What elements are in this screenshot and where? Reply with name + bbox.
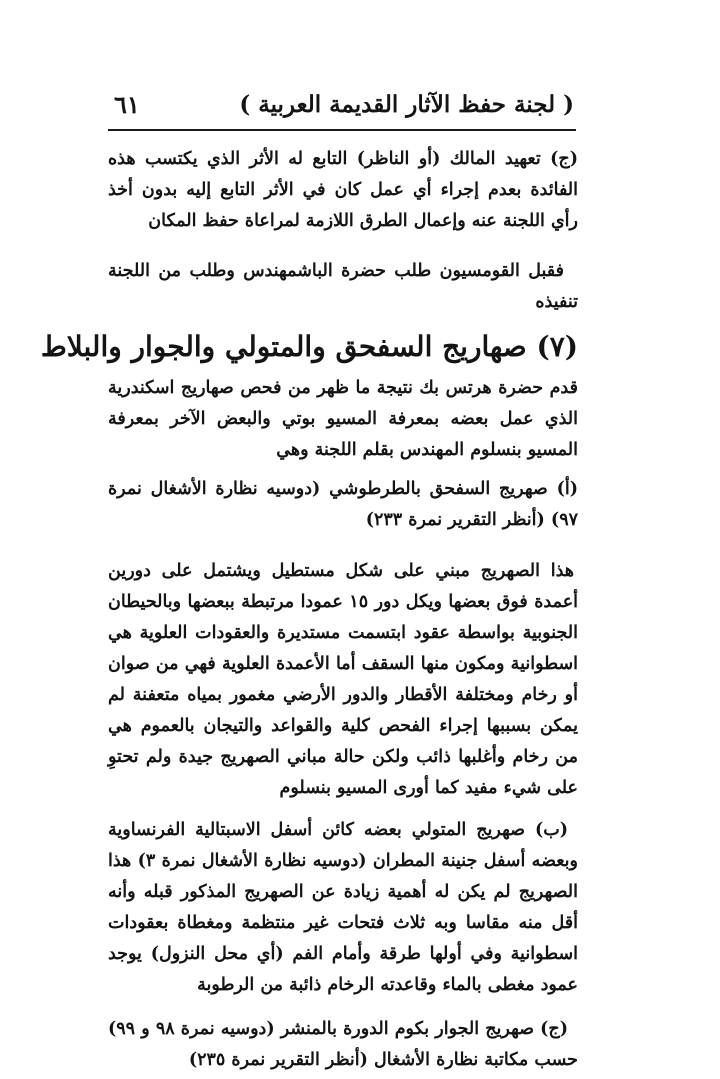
header-rule	[108, 129, 576, 131]
paragraph-jim-condition: (ج) تعهيد المالك (أو الناظر) التابع له الأثر الذي يكتسب هذه الفائدة بعدم إجراء أي عمل كان في الأثر التابع إليه بدون أخذ رأي اللجنة عنه وإعمال الطرق اللازمة لمراعاة حفظ المكان	[108, 149, 578, 231]
paragraph-alif-cistern: (أ) صهريج السفحق بالطرطوشي (دوسيه نظارة الأشغال نمرة ٩٧) (أنظر التقرير نمرة ٢٣٣)	[108, 479, 578, 530]
paragraph-commission-acceptance: فقبل القومسيون طلب حضرة الباشمهندس وطلب من اللجنة تنفيذه	[108, 261, 578, 312]
section-heading: (٧) صهاريج السفحق والمتولي والجوار والبلاط	[40, 330, 578, 363]
page-number: ٦١	[114, 90, 140, 119]
paragraph-cistern-description: هذا الصهريج مبني على شكل مستطيل ويشتمل على دورين أعمدة فوق بعضها ويكل دور ١٥ عمودا مرتبطة ببعضها وبالحيطان الجنوبية بواسطة عقود ابتسمت مستديرة والعقودات العلوية هي اسطوانية ومكون منها السقف أما الأعمدة العلوية فهي من صوان أو رخام ومختلفة الأقطار والدور الأرضي مغمور بمياه متعفنة لم يمكن بسببها إجراء الفحص كلية والقواعد والتيجان بالعموم هي من رخام وأغلبها ذائب ولكن حالة مباني الصهريج جيدة ولم تحتوِ على شيء مفيد كما أورى المسيو بنسلوم	[108, 561, 578, 798]
paragraph-report-intro: قدم حضرة هرتس بك نتيجة ما ظهر من فحص صهاريج اسكندرية الذي عمل بعضه بمعرفة المسيو بوتي والبعض الآخر بمعرفة المسيو بنسلوم المهندس بقلم اللجنة وهي	[108, 378, 578, 460]
paragraph-jim-cistern: (ج) صهريج الجوار بكوم الدورة بالمنشر (دوسيه نمرة ٩٨ و ٩٩) حسب مكاتبة نظارة الأشغال (أنظر التقرير نمرة ٢٣٥)	[108, 1019, 578, 1070]
page-body	[40, 144, 579, 1076]
paragraph-ba-cistern: (ب) صهريج المتولي بعضه كائن أسفل الاسبتالية الفرنساوية وبعضه أسفل جنينة المطران (دوسيه نظارة الأشغال نمرة ٣) هذا الصهريج لم يكن له أهمية زيادة عن الصهريج المذكور قبله وأنه أقل منه مقاسا وبه ثلاث فتحات غير منتظمة ومغطاة بعقودات اسطوانية وفي أولها طرقة وأمام الفم (أي محل النزول) يوجد عمود مغطى بالماء وقاعدته الرخام ذائبة من الرطوبة	[108, 820, 579, 995]
running-title: ( لجنة حفظ الآثار القديمة العربية )	[239, 91, 574, 118]
page-header	[108, 88, 574, 122]
